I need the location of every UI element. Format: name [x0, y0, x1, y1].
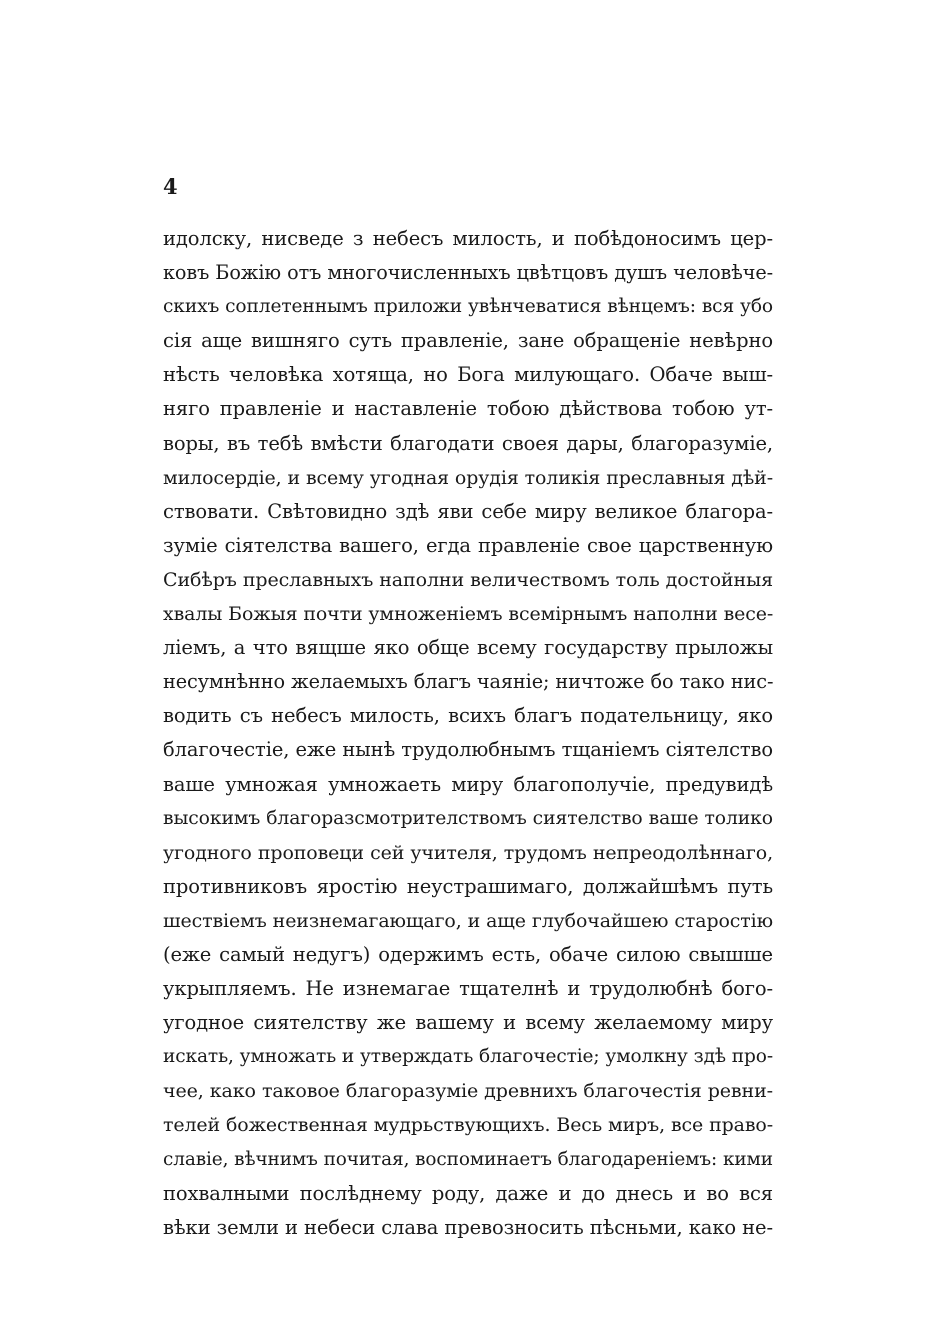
- text-line: воры, въ тебѣ вмѣсти благодати своея дары, благоразумiе,: [163, 431, 773, 455]
- text-line: Сибѣръ преславныхъ наполни величествомъ толь достойныя: [163, 568, 773, 591]
- text-line: водить съ небесъ милость, всихъ благъ подательницу, яко: [163, 704, 773, 728]
- text-line: идолску, нисведе з небесъ милость, и побѣдоносимъ цер-: [163, 227, 773, 250]
- page-number: 4: [163, 174, 178, 199]
- text-line: благочестiе, еже нынѣ трудолюбнымъ тщанiемъ сiятелство: [163, 738, 773, 762]
- text-line: ствовати. Свѣтовидно здѣ яви себе миру великое благора-: [163, 499, 773, 523]
- text-line: няго правленiе и наставленiе тобою дѣйствова тобою ут-: [163, 397, 773, 421]
- text-line: шествiемъ неизнемагающаго, и аще глубочайшею старостiю: [163, 909, 773, 932]
- text-line: высокимъ благоразсмотрителствомъ сиятелство ваше толико: [163, 807, 773, 829]
- text-line: ковъ Божiю отъ многочисленныхъ цвѣтцовъ душъ человѣче-: [163, 261, 773, 285]
- text-line: искать, умножать и утверждать благочестiе; умолкну здѣ про-: [163, 1046, 773, 1068]
- text-line: сiя аще вишняго суть правленiе, зане обращенiе невѣрно: [163, 329, 773, 353]
- text-line: чее, како таковое благоразумiе древнихъ благочестiя ревни-: [163, 1080, 773, 1103]
- text-line: угодного проповеци сей учителя, трудомъ непреодолѣннаго,: [163, 841, 773, 864]
- text-line: укрыпляемъ. Не изнемагае тщателнѣ и трудолюбнѣ бого-: [163, 977, 773, 1001]
- text-line: скихъ соплетеннымъ приложи увѣнчеватися вѣнцемъ: вся убо: [163, 296, 773, 318]
- text-line: милосердiе, и всему угодная орудiя толикiя преславныя дѣй-: [163, 466, 773, 489]
- text-line: (еже самый недугъ) одержимъ есть, обаче силою свышше: [163, 942, 773, 966]
- text-line: славiе, вѣчнимъ почитая, воспоминаетъ благодаренiемъ: кими: [163, 1148, 773, 1170]
- text-line: хвалы Божыя почти умноженiемъ всемiрнымъ наполни весе-: [163, 603, 774, 626]
- text-line: ваше умножая умножаеть миру благополучiе, предувидѣ: [163, 772, 773, 796]
- text-line: несумнѣнно желаемыхъ благъ чаянiе; ничтоже бо тако нис-: [163, 670, 774, 694]
- text-line: угодное сиятелству же вашему и всему желаемому миру: [163, 1011, 773, 1035]
- text-line: похвалными послѣднему роду, даже и до днесь и во вся: [163, 1181, 773, 1205]
- text-line: телей божественная мудрьствующихъ. Весь миръ, все право-: [163, 1114, 773, 1137]
- text-line: лiемъ, а что вящше яко обще всему государству прыложы: [163, 636, 773, 660]
- text-line: противниковъ яростiю неустрашимаго, должайшѣмъ путь: [163, 874, 773, 898]
- text-line: зумiе сiятелства вашего, егда правленiе свое царственную: [163, 533, 773, 557]
- text-line: нѣсть человѣка хотяща, но Бога милующаго. Обаче выш-: [163, 363, 773, 387]
- text-line: вѣки земли и небеси слава превозносить пѣсньми, како не-: [163, 1215, 773, 1239]
- body-text: [163, 222, 773, 1245]
